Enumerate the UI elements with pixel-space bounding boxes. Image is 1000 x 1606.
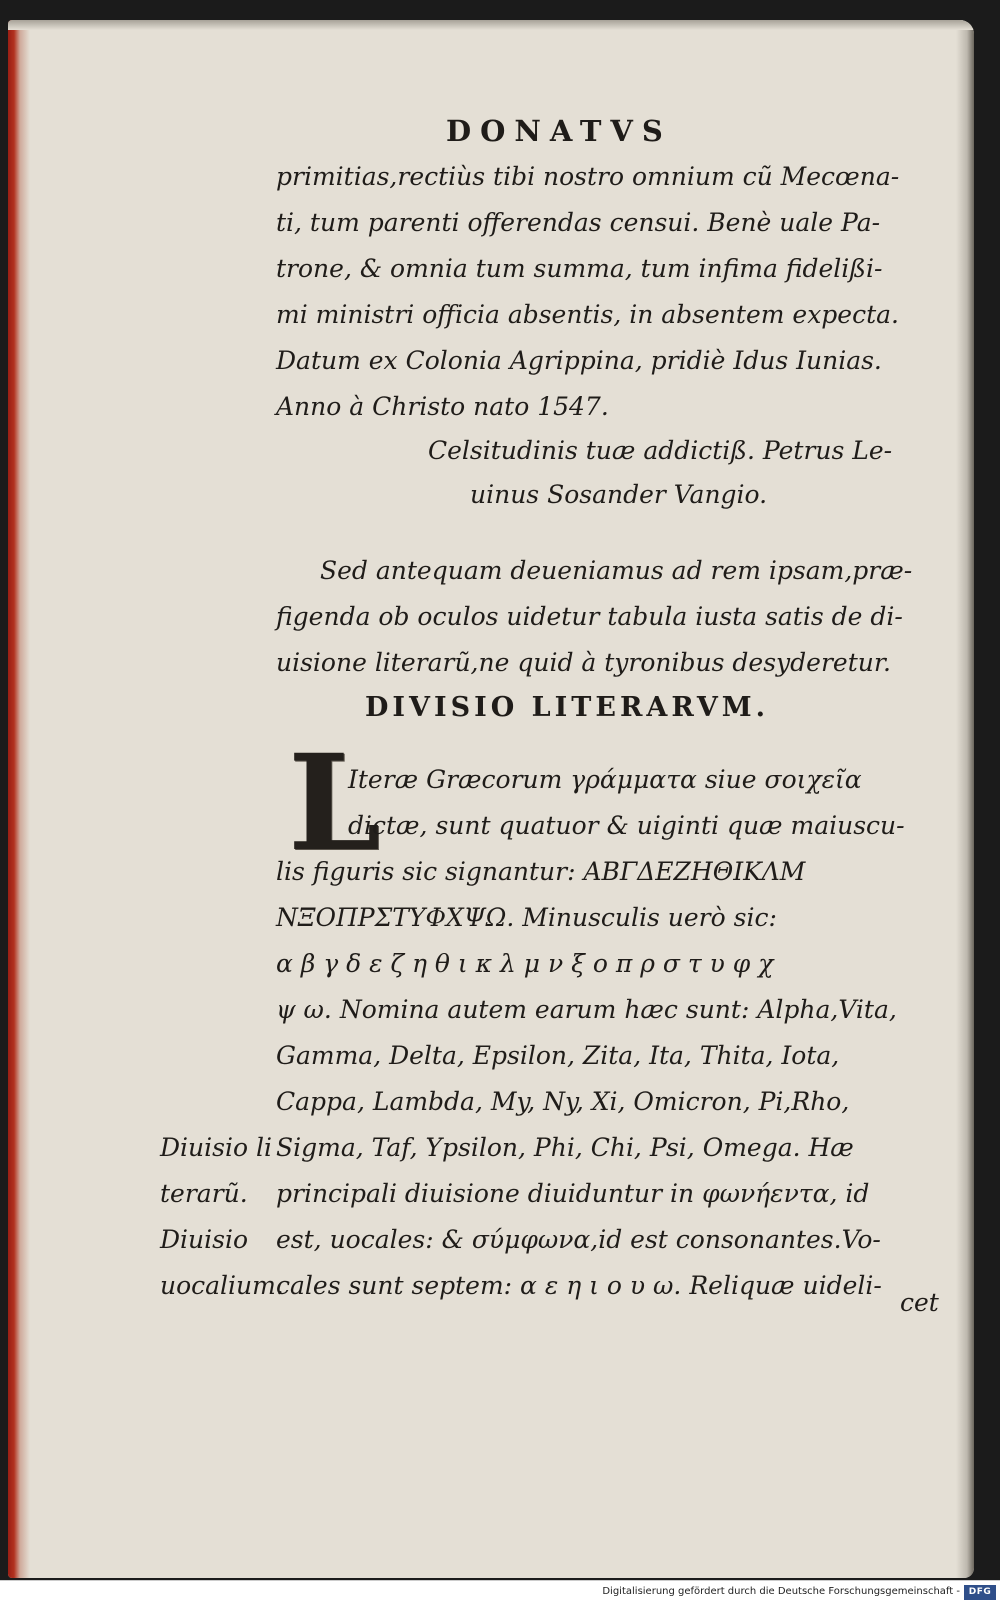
body-line: α β γ δ ε ζ η θ ι κ λ μ ν ξ ο π ρ σ τ υ φ χ	[276, 949, 774, 978]
intro-line: figenda ob oculos uidetur tabula iusta satis de di-	[276, 602, 903, 631]
margin-note: terarũ.	[160, 1179, 248, 1208]
dedication-line: Datum ex Colonia Agrippina, pridiè Idus Iunias.	[276, 346, 882, 375]
body-line: Cappa, Lambda, My, Ny, Xi, Omicron, Pi,Rho,	[276, 1087, 850, 1116]
dfg-logo-icon: DFG	[964, 1585, 996, 1600]
catchword: cet	[900, 1288, 939, 1317]
body-line: Sigma, Taf, Ypsilon, Phi, Chi, Psi, Omega. Hæ	[276, 1133, 854, 1162]
body-line: ΝΞΟΠΡΣΤΥΦΧΨΩ. Minusculis uerò sic:	[276, 903, 777, 932]
page-right-edge	[956, 20, 974, 1578]
body-line: Gamma, Delta, Epsilon, Zita, Ita, Thita, Iota,	[276, 1041, 840, 1070]
margin-note: Diuisio li	[160, 1133, 272, 1162]
intro-line: Sed antequam deueniamus ad rem ipsam,præ-	[320, 556, 913, 585]
page-left-edge	[8, 20, 30, 1578]
dedication-line: trone, & omnia tum summa, tum infima fidelißi-	[276, 254, 883, 283]
section-title: DIVISIO LITERARVM.	[365, 692, 770, 723]
margin-note: Diuisio	[160, 1225, 249, 1254]
intro-line: uisione literarũ,ne quid à tyronibus desyderetur.	[276, 648, 891, 677]
dedication-line: mi ministri officia absentis, in absentem expecta.	[276, 300, 899, 329]
funding-credit: Digitalisierung gefördert durch die Deutsche Forschungsgemeinschaft -	[602, 1586, 960, 1597]
signature-line: Celsitudinis tuæ addictiß. Petrus Le-	[428, 436, 893, 465]
body-line: principali diuisione diuiduntur in φωνήεντα, id	[276, 1179, 870, 1208]
dedication-line: ti, tum parenti offerendas censui. Benè uale Pa-	[276, 208, 881, 237]
page-top-edge	[8, 20, 974, 30]
body-line: lis figuris sic signantur: ΑΒΓΔΕΖΗΘΙΚΛΜ	[276, 857, 806, 886]
margin-note: uocalium.	[160, 1271, 284, 1300]
running-head: DONATVS	[446, 114, 672, 148]
digitization-footer	[0, 1580, 1000, 1606]
body-line: cales sunt septem: α ε η ι ο υ ω. Reliquæ uideli-	[276, 1271, 882, 1300]
body-line: est, uocales: & σύμφωνα,id est consonantes.Vo-	[276, 1225, 881, 1254]
body-line: dictæ, sunt quatuor & uiginti quæ maiuscu-	[348, 811, 905, 840]
dedication-line: primitias,rectiùs tibi nostro omnium cũ Mecœna-	[276, 162, 900, 191]
dedication-line: Anno à Christo nato 1547.	[276, 392, 609, 421]
signature-line: uinus Sosander Vangio.	[470, 480, 768, 509]
body-line: ψ ω. Nomina autem earum hæc sunt: Alpha,Vita,	[276, 995, 897, 1024]
drop-cap-initial: L	[288, 726, 381, 881]
body-line: Iteræ Græcorum γράμματα siue σοιχεῖα	[348, 765, 862, 794]
book-page	[8, 20, 974, 1578]
